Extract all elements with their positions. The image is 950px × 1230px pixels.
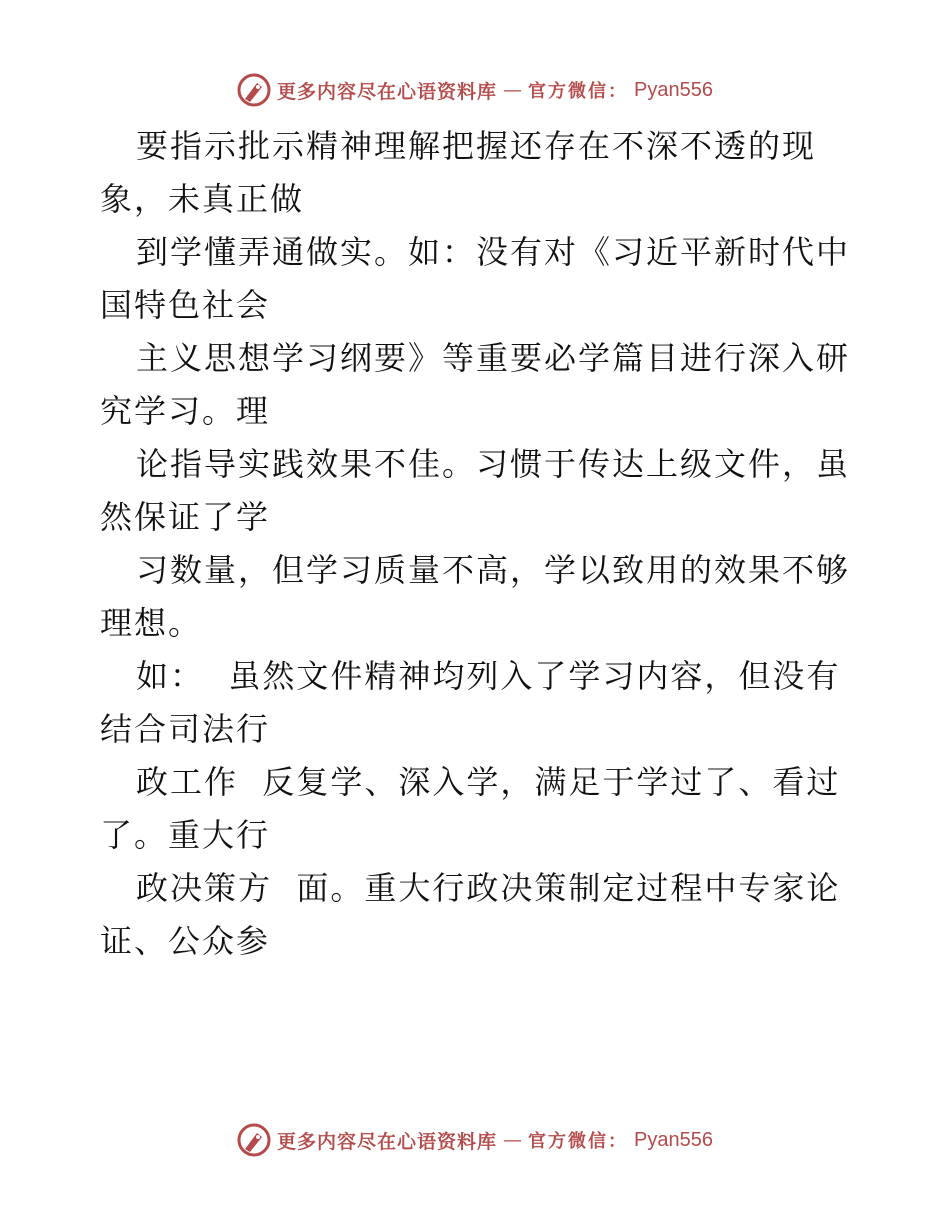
- paragraph: 主义思想学习纲要》等重要必学篇目进行深入研究学习。理: [100, 339, 851, 430]
- banner-wechat-label: 官方微信：: [528, 81, 629, 102]
- banner-site-text: 更多内容尽在心语资料库: [277, 80, 498, 103]
- paragraph: 如： 虽然文件精神均列入了学习内容，但没有结合司法行: [100, 657, 841, 748]
- banner-handle: Pyan556: [634, 78, 713, 101]
- header-banner: [0, 70, 950, 110]
- banner-dash: —: [503, 1129, 523, 1151]
- paragraph: 政工作 反复学、深入学，满足于学过了、看过了。重大行: [100, 763, 841, 854]
- banner-wechat-label: 官方微信：: [528, 1131, 629, 1152]
- paragraph: 习数量，但学习质量不高，学以致用的效果不够理想。: [100, 551, 851, 642]
- paragraph: 政决策方 面。重大行政决策制定过程中专家论证、公众参: [100, 869, 841, 960]
- banner-dash: —: [503, 79, 523, 101]
- paragraph: 论指导实践效果不佳。习惯于传达上级文件，虽然保证了学: [100, 445, 851, 536]
- banner-handle: Pyan556: [634, 1128, 713, 1151]
- pen-logo-icon: [237, 73, 271, 107]
- pen-logo-icon: [237, 1123, 271, 1157]
- paragraph: 到学懂弄通做实。如：没有对《习近平新时代中国特色社会: [100, 233, 851, 324]
- footer-banner: [0, 1120, 950, 1160]
- banner-site-text: 更多内容尽在心语资料库: [277, 1130, 498, 1153]
- document-body: [100, 120, 860, 968]
- paragraph: 要指示批示精神理解把握还存在不深不透的现象，未真正做: [100, 127, 817, 218]
